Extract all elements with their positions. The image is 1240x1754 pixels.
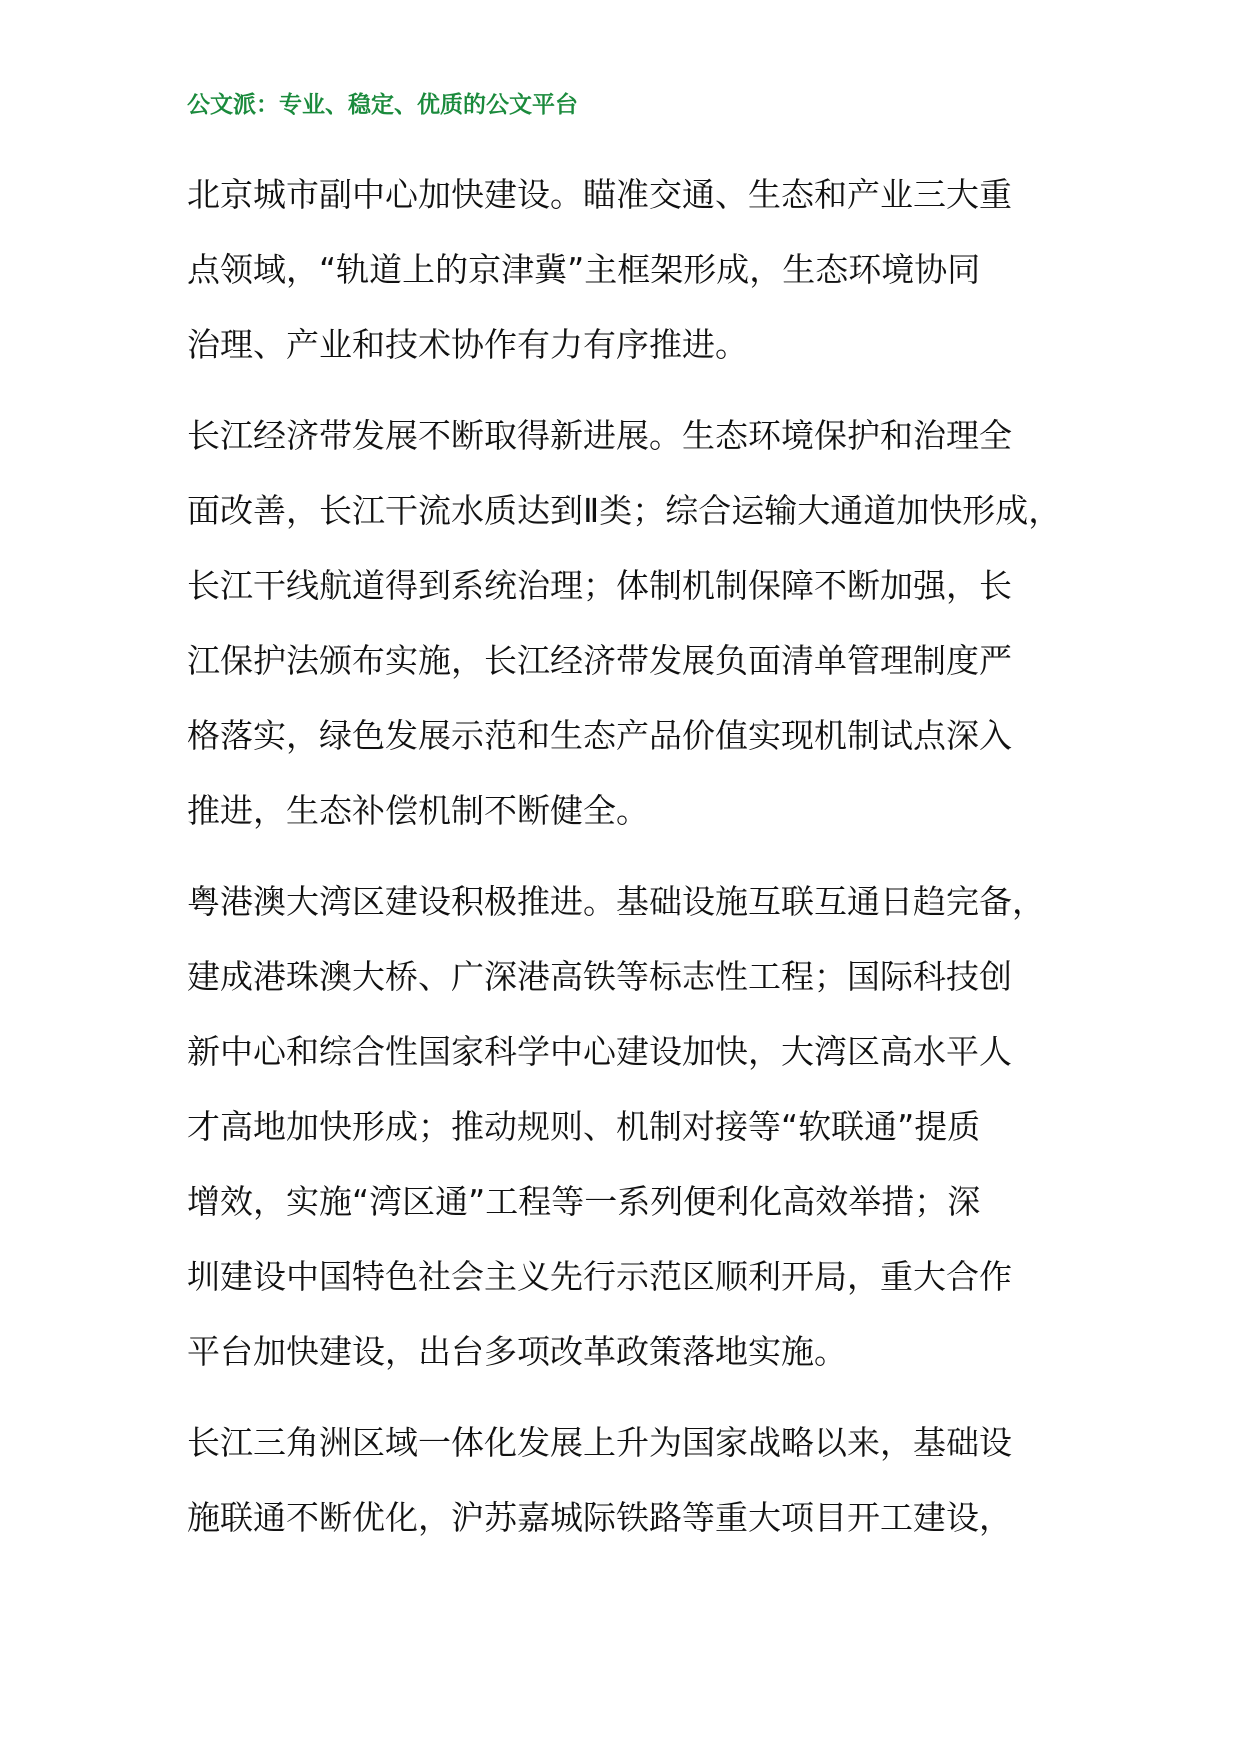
paragraph-gap xyxy=(187,1400,1067,1416)
text-line: 长江干线航道得到系统治理；体制机制保障不断加强，长 xyxy=(187,566,1012,605)
paragraph xyxy=(187,409,1067,859)
text-line: 才高地加快形成；推动规则、机制对接等“软联通”提质 xyxy=(187,1107,981,1146)
text-line: 长江三角洲区域一体化发展上升为国家战略以来，基础设 xyxy=(187,1423,1012,1462)
text-line: 江保护法颁布实施，长江经济带发展负面清单管理制度严 xyxy=(187,641,1012,680)
text-line: 建成港珠澳大桥、广深港高铁等标志性工程；国际科技创 xyxy=(187,957,1012,996)
text-line: 粤港澳大湾区建设积极推进。基础设施互联互通日趋完备， xyxy=(187,882,1045,921)
text-line: 施联通不断优化，沪苏嘉城际铁路等重大项目开工建设， xyxy=(187,1498,1012,1537)
paragraph-gap xyxy=(187,393,1067,409)
text-line: 圳建设中国特色社会主义先行示范区顺利开局，重大合作 xyxy=(187,1257,1012,1296)
text-line: 面改善，长江干流水质达到Ⅱ类；综合运输大通道加快形成， xyxy=(187,491,1062,530)
text-line: 推进，生态补偿机制不断健全。 xyxy=(187,791,649,830)
text-line: 格落实，绿色发展示范和生态产品价值实现机制试点深入 xyxy=(187,716,1012,755)
paragraph xyxy=(187,168,1067,393)
text-line: 点领域，“轨道上的京津冀”主框架形成，生态环境协同 xyxy=(187,250,981,289)
text-line: 长江经济带发展不断取得新进展。生态环境保护和治理全 xyxy=(187,416,1012,455)
header-title: 公文派：专业、稳定、优质的公文平台 xyxy=(187,92,578,118)
text-line: 治理、产业和技术协作有力有序推进。 xyxy=(187,325,748,364)
text-line: 新中心和综合性国家科学中心建设加快，大湾区高水平人 xyxy=(187,1032,1012,1071)
paragraph xyxy=(187,875,1067,1400)
document-body xyxy=(187,168,1067,1566)
text-line: 北京城市副中心加快建设。瞄准交通、生态和产业三大重 xyxy=(187,175,1012,214)
paragraph xyxy=(187,1416,1067,1566)
text-line: 增效，实施“湾区通”工程等一系列便利化高效举措；深 xyxy=(187,1182,981,1221)
paragraph-gap xyxy=(187,859,1067,875)
text-line: 平台加快建设，出台多项改革政策落地实施。 xyxy=(187,1332,847,1371)
